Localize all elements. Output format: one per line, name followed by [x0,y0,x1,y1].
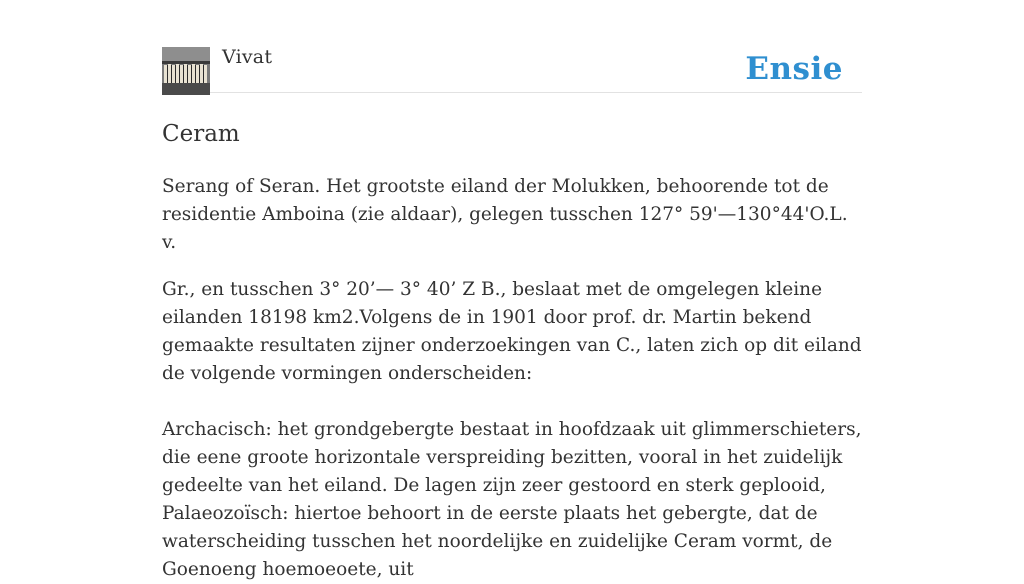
brand-logo[interactable]: Ensie [745,51,843,87]
article-paragraph: Archacisch: het grondgebergte bestaat in hoofdzaak uit glimmerschieters, die eene groote horizontale verspreiding bezitten, vooral in het zuidelijk gedeelte van het eiland. De lagen zijn zeer gestoord en sterk geplooid, Palaeozoïsch: hiertoe behoort in de eerste plaats het gebergte, dat de waterscheiding tusschen het noordelijke en zuidelijke Ceram vormt, de Goenoeng hoemoeoete, uit [162,419,862,580]
bookshelf-avatar-icon[interactable] [162,47,210,95]
article-paragraph: Gr., en tusschen 3° 20’— 3° 40’ Z B., beslaat met de omgelegen kleine eilanden 18198 km2.Volgens de in 1901 door prof. dr. Martin bekend gemaakte resultaten zijner onderzoekingen van C., laten zich op dit eiland de volgende vormingen onderscheiden: [162,279,862,384]
article-page [162,0,862,584]
article-paragraph: Serang of Seran. Het grootste eiland der Molukken, behoorende tot de residentie Amboina (zie aldaar), gelegen tusschen 127° 59'—130°44'O.L. v. [162,176,848,253]
avatar-image [162,47,210,95]
article-title: Ceram [162,121,240,147]
article-header [162,0,862,93]
author-name[interactable]: Vivat [222,46,273,68]
